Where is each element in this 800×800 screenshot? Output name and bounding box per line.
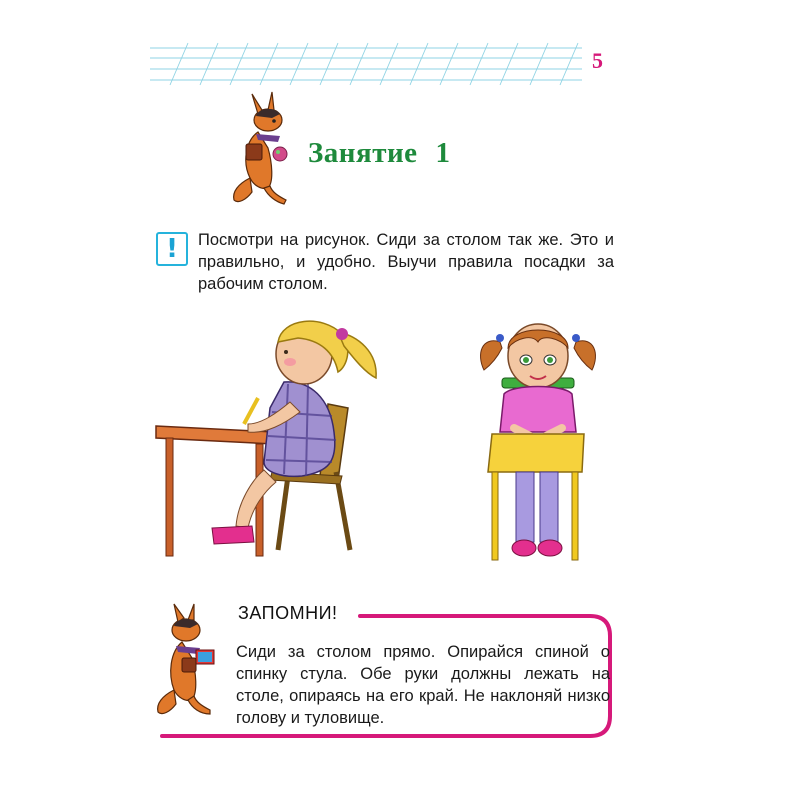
girl-front-view-illustration xyxy=(472,312,612,562)
lesson-title-number: 1 xyxy=(435,137,451,169)
kangaroo-icon xyxy=(228,92,298,212)
remember-title: ЗАПОМНИ! xyxy=(238,603,338,623)
lesson-title-word: Занятие xyxy=(308,137,418,169)
girl-side-view-illustration xyxy=(152,312,392,562)
lesson-title xyxy=(308,137,451,170)
remember-text: Сиди за столом прямо. Опирайся спиной о спинку стула. Обе руки должны лежать на столе, опираясь на его край. Не наклоняй низко голову и туловище. xyxy=(236,643,610,727)
page-number: 5 xyxy=(592,48,603,73)
header-ruling xyxy=(0,0,800,120)
kangaroo-reading-icon xyxy=(152,602,232,722)
instruction-text: Посмотри на рисунок. Сиди за столом так же. Это и правильно, и удобно. Выучи правила посадки за рабочим столом. xyxy=(198,231,614,293)
exclamation-icon: ! xyxy=(156,232,188,266)
